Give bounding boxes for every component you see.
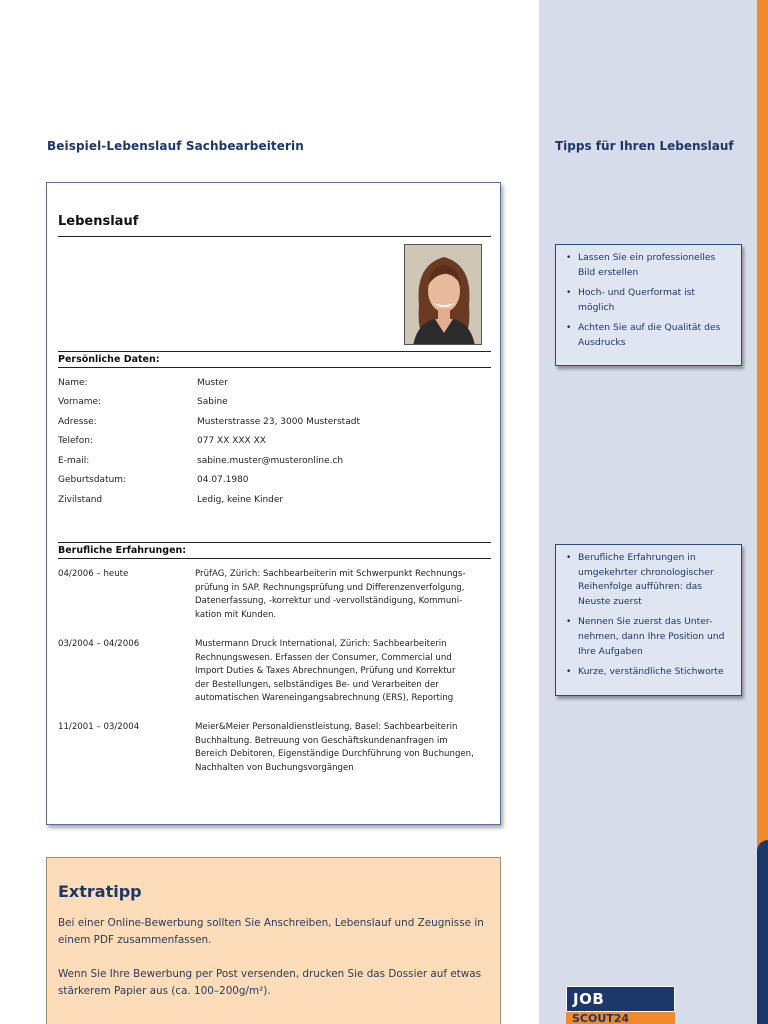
divider [58, 367, 491, 368]
experience-period: 04/2006 – heute [58, 569, 129, 579]
field-label: Adresse: [58, 417, 97, 427]
tip-item: • Achten Sie auf die Qualität des Ausdrucks [566, 321, 733, 350]
cv-document [46, 182, 501, 825]
field-label: Zivilstand [58, 495, 103, 505]
logo-text-top: JOB [566, 986, 675, 1012]
field-value: Ledig, keine Kinder [197, 495, 284, 505]
field-value: 04.07.1980 [197, 475, 249, 485]
cv-title: Lebenslauf [58, 214, 139, 229]
divider [58, 558, 491, 559]
field-value: Sabine [197, 397, 228, 407]
field-label: Name: [58, 378, 88, 388]
portrait-icon [405, 245, 482, 345]
field-label: E-mail: [58, 456, 90, 466]
profile-photo [404, 244, 482, 345]
logo-text-bottom: SCOUT24 [566, 1012, 675, 1024]
experience-description: Meier&Meier Personaldienstleistung, Basel: Sachbearbeiterin Buchhaltung. Betreuung von Geschäftskundenanfragen im Bereich Debitoren, Eigenständige Durchführung von Buchungen, Nachhalten von Buchungsvorgängen [195, 722, 474, 773]
tip-item: • Berufliche Erfahrungen in umgekehrter chronologischer Reihenfolge aufführen: das Neuste zuerst [566, 551, 733, 609]
extra-tip-title: Extratipp [58, 882, 142, 901]
divider [58, 236, 491, 237]
experience-tips-box [555, 544, 742, 696]
tip-item: • Nennen Sie zuerst das Unter-nehmen, dann Ihre Position und Ihre Aufgaben [566, 615, 733, 659]
experience-description: Mustermann Druck International, Zürich: Sachbearbeiterin Rechnungswesen. Erfassen der Consumer, Commercial und Import Duties & Taxes Abrechnungen, Prüfung und Korrektur der Bestellungen, selbständiges Be- und Verarbeiten der automatischen Wareneingangsabrechnung (ERS), Reporting [195, 639, 456, 704]
tip-item: • Lassen Sie ein professionelles Bild erstellen [566, 251, 733, 280]
page-heading: Beispiel-Lebenslauf Sachbearbeiterin [47, 139, 304, 153]
tip-item: • Kurze, verständliche Stichworte [566, 665, 733, 680]
field-label: Vorname: [58, 397, 102, 407]
extra-tip-paragraph: Wenn Sie Ihre Bewerbung per Post versenden, drucken Sie das Dossier auf etwas stärkerem Papier aus (ca. 100–200g/m²). [58, 968, 482, 997]
field-value: 077 XX XXX XX [197, 436, 266, 446]
personal-data-label: Persönliche Daten: [58, 354, 160, 365]
tips-heading: Tipps für Ihren Lebenslauf [555, 139, 734, 153]
field-value: Musterstrasse 23, 3000 Musterstadt [197, 417, 360, 427]
photo-tips-box [555, 244, 742, 366]
field-value: Muster [197, 378, 228, 388]
navy-edge-curve [757, 840, 768, 1024]
field-label: Telefon: [58, 436, 93, 446]
extra-tip-paragraph: Bei einer Online-Bewerbung sollten Sie Anschreiben, Lebenslauf und Zeugnisse in einem PDF zusammenfassen. [58, 917, 484, 946]
experience-period: 03/2004 – 04/2006 [58, 639, 140, 649]
divider [58, 351, 491, 352]
field-label: Geburtsdatum: [58, 475, 127, 485]
tip-item: • Hoch- und Querformat ist möglich [566, 286, 733, 315]
experience-description: PrüfAG, Zürich: Sachbearbeiterin mit Schwerpunkt Rechnungs- prüfung in SAP. Rechnungsprüfung und Differenzenverfolgung, Datenerfassung, -korrektur und -vervollständigung, Kommuni- kation mit Kunden. [195, 569, 466, 620]
field-value: sabine.muster@musteronline.ch [197, 456, 344, 466]
experience-period: 11/2001 – 03/2004 [58, 722, 140, 732]
sidebar-panel [539, 0, 768, 1024]
experience-label: Berufliche Erfahrungen: [58, 545, 187, 556]
divider [58, 542, 491, 543]
extra-tip-box [46, 857, 501, 1024]
jobscout24-logo [566, 986, 675, 1024]
